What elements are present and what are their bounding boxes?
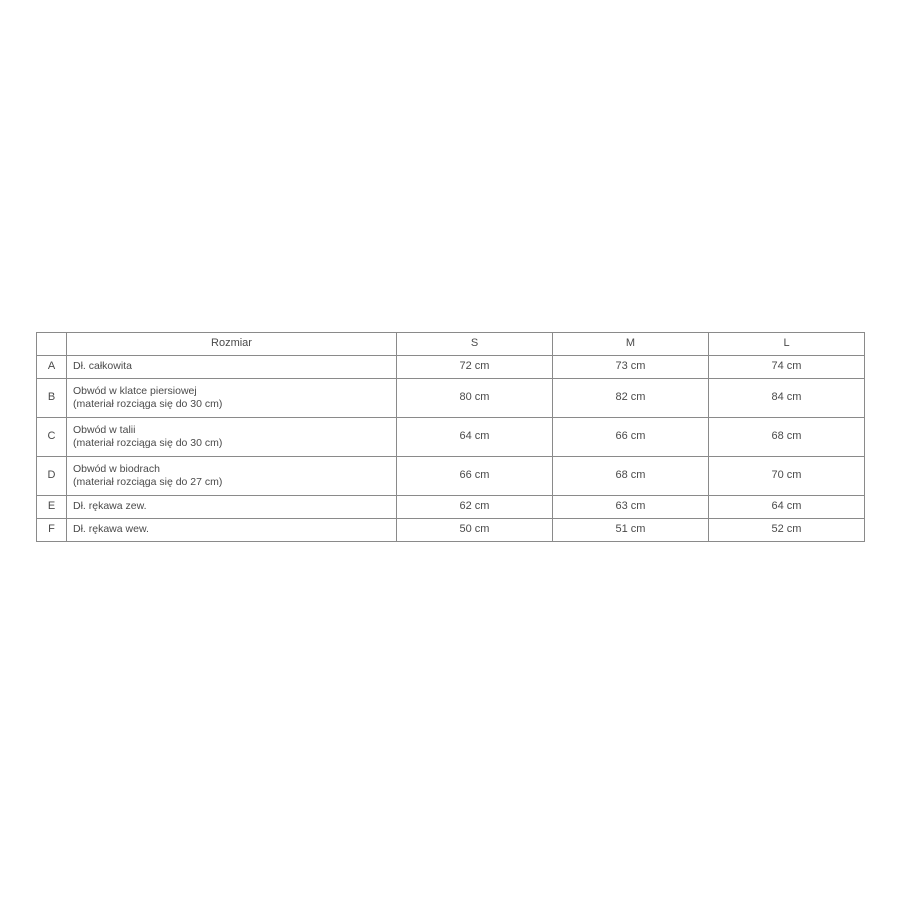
row-description bbox=[67, 457, 397, 496]
table-row bbox=[37, 418, 865, 457]
row-description bbox=[67, 379, 397, 418]
row-value: 68 cm bbox=[709, 418, 865, 457]
row-description bbox=[67, 418, 397, 457]
row-description-line1: Dł. rękawa zew. bbox=[73, 500, 147, 513]
row-value: 82 cm bbox=[553, 379, 709, 418]
row-value: 62 cm bbox=[397, 496, 553, 519]
row-description-line2: (materiał rozciąga się do 30 cm) bbox=[73, 398, 223, 410]
row-value: 51 cm bbox=[553, 519, 709, 542]
row-description-line1: Obwód w biodrach bbox=[73, 462, 160, 475]
row-value: 66 cm bbox=[397, 457, 553, 496]
table-row bbox=[37, 379, 865, 418]
row-letter: E bbox=[37, 496, 67, 519]
row-value: 80 cm bbox=[397, 379, 553, 418]
row-value: 52 cm bbox=[709, 519, 865, 542]
row-value: 73 cm bbox=[553, 356, 709, 379]
row-letter: C bbox=[37, 418, 67, 457]
size-chart-table bbox=[36, 332, 865, 542]
row-description-line1: Obwód w talii bbox=[73, 423, 136, 436]
row-description-line1: Dł. całkowita bbox=[73, 360, 132, 373]
row-value: 68 cm bbox=[553, 457, 709, 496]
header-size-s: S bbox=[397, 333, 553, 356]
size-chart-container bbox=[36, 332, 864, 542]
row-value: 72 cm bbox=[397, 356, 553, 379]
row-description-line2: (materiał rozciąga się do 30 cm) bbox=[73, 437, 223, 449]
row-value: 70 cm bbox=[709, 457, 865, 496]
row-description bbox=[67, 496, 397, 519]
row-description bbox=[67, 356, 397, 379]
row-description bbox=[67, 519, 397, 542]
table-row bbox=[37, 519, 865, 542]
row-description-line1: Obwód w klatce piersiowej bbox=[73, 384, 197, 397]
row-letter: B bbox=[37, 379, 67, 418]
table-row bbox=[37, 496, 865, 519]
row-value: 84 cm bbox=[709, 379, 865, 418]
row-letter: D bbox=[37, 457, 67, 496]
header-label-rozmiar: Rozmiar bbox=[67, 333, 397, 356]
row-value: 74 cm bbox=[709, 356, 865, 379]
row-letter: A bbox=[37, 356, 67, 379]
row-value: 64 cm bbox=[397, 418, 553, 457]
row-letter: F bbox=[37, 519, 67, 542]
table-header-row bbox=[37, 333, 865, 356]
row-description-line1: Dł. rękawa wew. bbox=[73, 523, 149, 536]
row-value: 50 cm bbox=[397, 519, 553, 542]
header-letter-cell bbox=[37, 333, 67, 356]
header-size-m: M bbox=[553, 333, 709, 356]
table-row bbox=[37, 457, 865, 496]
row-value: 66 cm bbox=[553, 418, 709, 457]
header-size-l: L bbox=[709, 333, 865, 356]
table-row bbox=[37, 356, 865, 379]
row-value: 63 cm bbox=[553, 496, 709, 519]
row-value: 64 cm bbox=[709, 496, 865, 519]
row-description-line2: (materiał rozciąga się do 27 cm) bbox=[73, 476, 223, 488]
